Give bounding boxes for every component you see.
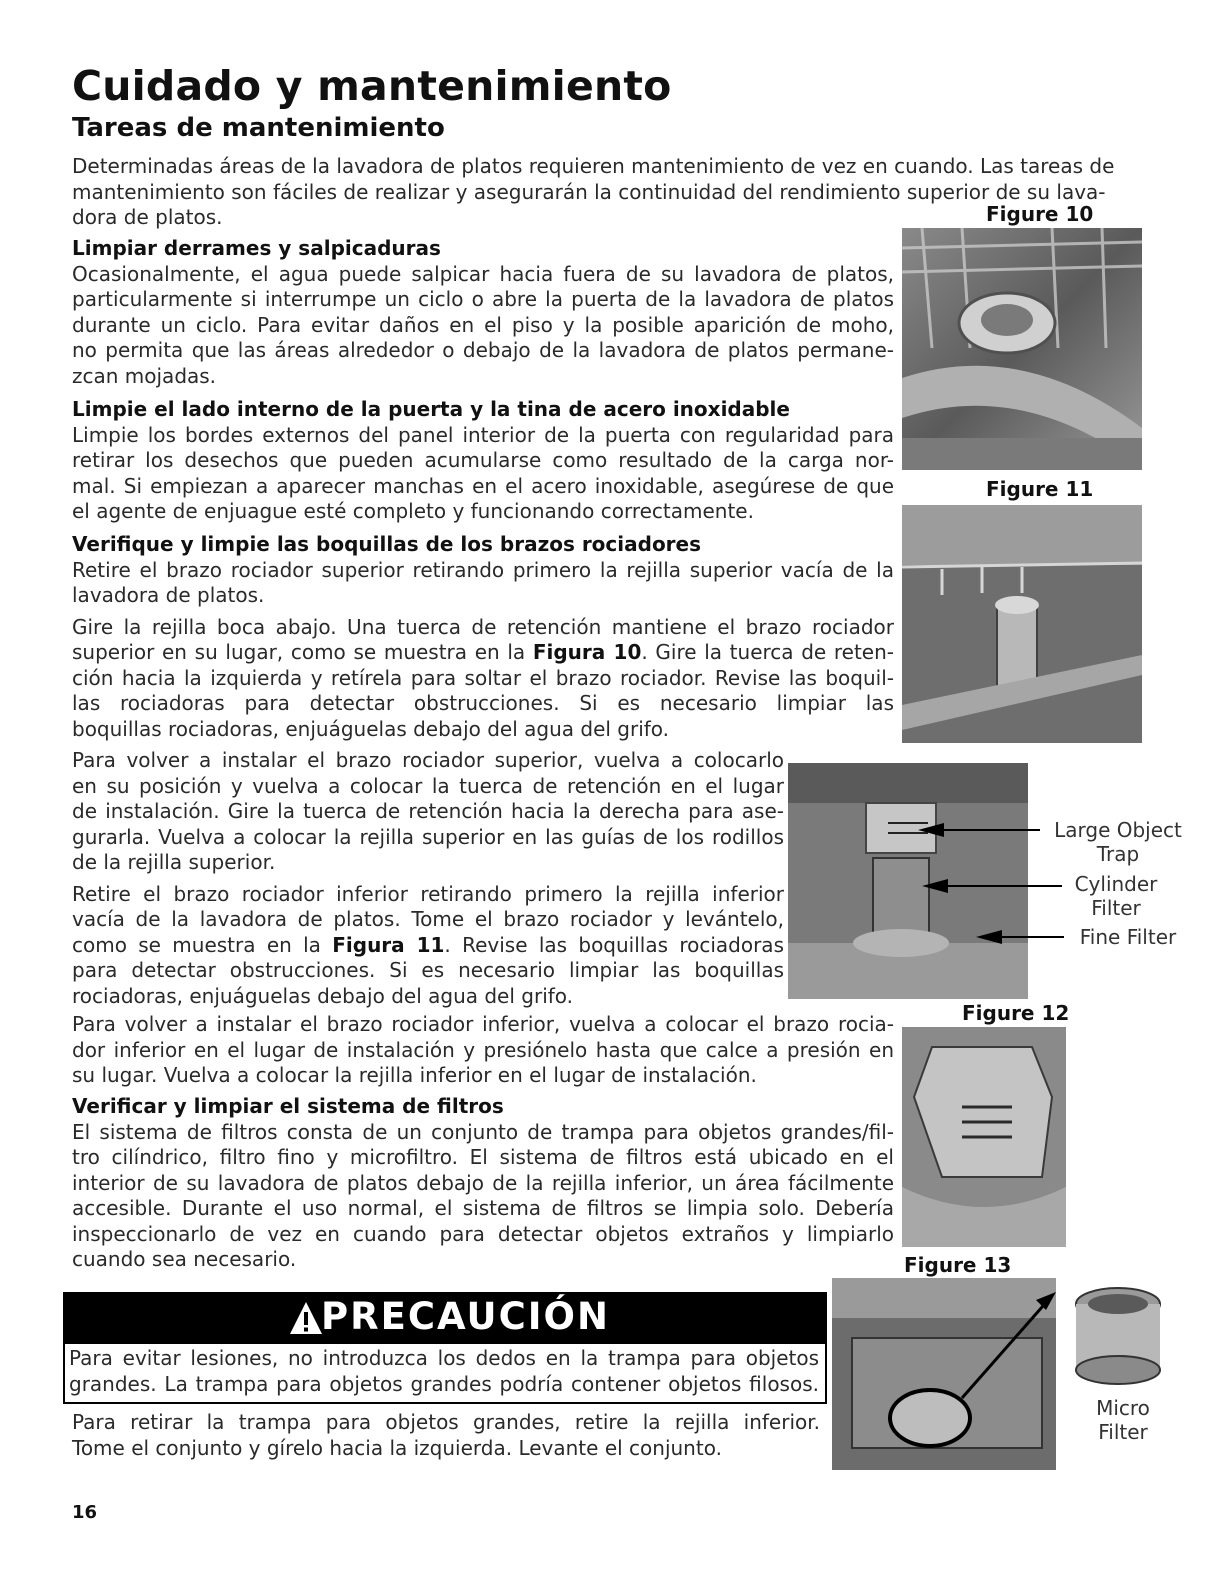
- text-line: de instalación. Gire la tuerca de retención hacia la derecha para ase-: [72, 799, 784, 823]
- text-line: su lugar. Vuelva a colocar la rejilla inferior en el lugar de instalación.: [72, 1063, 757, 1087]
- callout-fine-filter: Fine Filter: [1079, 925, 1177, 949]
- intro-line: mantenimiento son fáciles de realizar y asegurarán la continuidad del rendimiento superior de su lava-: [72, 179, 1106, 204]
- text-line: zcan mojadas.: [72, 363, 217, 388]
- section-heading: Verificar y limpiar el sistema de filtros: [72, 1094, 504, 1118]
- text-line: Tome el conjunto y gírelo hacia la izquierda. Levante el conjunto.: [72, 1435, 722, 1460]
- text-run: como se muestra en la: [72, 932, 333, 957]
- callout-line: Filter: [1098, 1420, 1148, 1444]
- page-number: 16: [72, 1502, 98, 1523]
- text-line: vacía de la lavadora de platos. Tome el brazo rociador y levántelo,: [72, 907, 784, 931]
- section-filters: [72, 1094, 894, 1273]
- text-line: Gire la rejilla boca abajo. Una tuerca de retención mantiene el brazo rociador: [72, 614, 894, 639]
- figure-12-label: Figure 12: [962, 1001, 1070, 1025]
- text-line: mal. Si empiezan a aparecer manchas en el acero inoxidable, asegúrese de que: [72, 473, 894, 498]
- text-line: [72, 933, 784, 959]
- figure-reference: Figura 10: [532, 640, 642, 664]
- section-nozzles: [72, 532, 894, 742]
- text-line: El sistema de filtros consta de un conjunto de trampa para objetos grandes/fil-: [72, 1119, 894, 1144]
- warning-title: PRECAUCIÓN: [321, 1295, 610, 1338]
- warning-line: grandes. La trampa para objetos grandes podría contener objetos filosos.: [69, 1371, 819, 1396]
- closing-paragraph: [72, 1410, 820, 1461]
- text-line: interior de su lavadora de platos debajo de la rejilla inferior, un área fácilmente: [72, 1170, 894, 1195]
- text-line: boquillas rociadoras, enjuáguelas debajo del agua del grifo.: [72, 716, 670, 741]
- text-line: cuando sea necesario.: [72, 1247, 297, 1271]
- warning-header: [63, 1292, 827, 1344]
- page-title: Cuidado y mantenimiento: [72, 62, 672, 110]
- text-line: [72, 640, 894, 666]
- warning-triangle-icon: [288, 1300, 324, 1336]
- text-line: tro cilíndrico, filtro fino y microfiltro. El sistema de filtros está ubicado en el: [72, 1145, 894, 1169]
- text-line: Para volver a instalar el brazo rociador superior, vuelva a colocarlo: [72, 748, 784, 772]
- text-line: Para retirar la trampa para objetos grandes, retire la rejilla inferior.: [72, 1410, 820, 1434]
- text-line: accesible. Durante el uso normal, el sistema de filtros se limpia solo. Debería: [72, 1196, 894, 1220]
- text-line: rociadoras, enjuáguelas debajo del agua del grifo.: [72, 983, 574, 1008]
- section-heading: Limpie el lado interno de la puerta y la tina de acero inoxidable: [72, 397, 790, 421]
- intro-line: dora de platos.: [72, 205, 223, 229]
- warning-body: [63, 1344, 827, 1404]
- callout-large-object-trap: [1048, 818, 1188, 866]
- figure-reference: Figura 11: [332, 932, 445, 957]
- callout-line: Large Object: [1054, 818, 1182, 842]
- text-line: Limpie los bordes externos del panel interior de la puerta con regularidad para: [72, 422, 894, 447]
- section-spills: [72, 236, 894, 389]
- text-line: durante un ciclo. Para evitar daños en el piso y la posible aparición de moho,: [72, 312, 894, 337]
- figure-13-label: Figure 13: [904, 1253, 1012, 1277]
- text-line: lavadora de platos.: [72, 583, 265, 607]
- micro-filter-location-image: [832, 1278, 1056, 1470]
- text-line: el agente de enjuague esté completo y funcionando correctamente.: [72, 499, 754, 523]
- text-line: Retire el brazo rociador inferior retirando primero la rejilla inferior: [72, 881, 784, 906]
- text-line: dor inferior en el lugar de instalación y presiónelo hasta que calce a presión en: [72, 1037, 894, 1062]
- section-heading: Limpiar derrames y salpicaduras: [72, 236, 441, 260]
- text-line: gurarla. Vuelva a colocar la rejilla superior en las guías de los rodillos: [72, 824, 784, 849]
- callout-line: Trap: [1096, 842, 1140, 866]
- text-run: superior en su lugar, como se muestra en la: [72, 640, 533, 664]
- section-subtitle: Tareas de mantenimiento: [72, 113, 445, 143]
- text-line: inspeccionarlo de vez en cuando para detectar objetos extraños y limpiarlo: [72, 1221, 894, 1246]
- text-line: particularmente si interrumpe un ciclo o abre la puerta de la lavadora de platos: [72, 287, 894, 311]
- text-line: en su posición y vuelva a colocar la tuerca de retención en el lugar: [72, 773, 784, 798]
- text-line: las rociadoras para detectar obstrucciones. Si es necesario limpiar las: [72, 691, 894, 715]
- micro-filter-image: [1068, 1284, 1168, 1394]
- callout-micro-filter: [1078, 1396, 1168, 1444]
- figure-10-image: [902, 228, 1142, 470]
- text-line: de la rejilla superior.: [72, 850, 276, 874]
- paragraph-reinstall-lower: [72, 1012, 894, 1089]
- paragraph-reinstall-upper: [72, 748, 784, 1009]
- text-run: . Revise las boquillas rociadoras: [444, 932, 784, 957]
- figure-10-label: Figure 10: [986, 202, 1094, 226]
- callout-line: Filter: [1091, 896, 1141, 920]
- text-run: . Gire la tuerca de reten-: [641, 640, 894, 664]
- figure-13-image: [902, 1027, 1066, 1247]
- text-line: Para volver a instalar el brazo rociador inferior, vuelva a colocar el brazo rocia-: [72, 1012, 894, 1036]
- section-heading: Verifique y limpie las boquillas de los brazos rociadores: [72, 532, 702, 556]
- figure-11-label: Figure 11: [986, 477, 1094, 501]
- text-line: no permita que las áreas alrededor o debajo de la lavadora de platos permane-: [72, 338, 894, 362]
- section-door: [72, 397, 894, 525]
- text-line: para detectar obstrucciones. Si es necesario limpiar las boquillas: [72, 958, 784, 982]
- figure-12-arrows: [900, 820, 1070, 950]
- callout-cylinder-filter: [1058, 872, 1174, 920]
- callout-line: Micro: [1096, 1396, 1150, 1420]
- intro-line: Determinadas áreas de la lavadora de platos requieren mantenimiento de vez en cuando. Las tareas de: [72, 154, 1115, 178]
- text-line: ción hacia la izquierda y retírela para soltar el brazo rociador. Revise las boquil-: [72, 665, 894, 690]
- figure-11-image: [902, 505, 1142, 743]
- text-line: Retire el brazo rociador superior retirando primero la rejilla superior vacía de la: [72, 557, 894, 582]
- warning-line: Para evitar lesiones, no introduzca los dedos en la trampa para objetos: [69, 1346, 819, 1370]
- callout-line: Cylinder: [1074, 872, 1158, 896]
- text-line: retirar los desechos que pueden acumularse como resultado de la carga nor-: [72, 448, 894, 472]
- text-line: Ocasionalmente, el agua puede salpicar hacia fuera de su lavadora de platos,: [72, 261, 894, 286]
